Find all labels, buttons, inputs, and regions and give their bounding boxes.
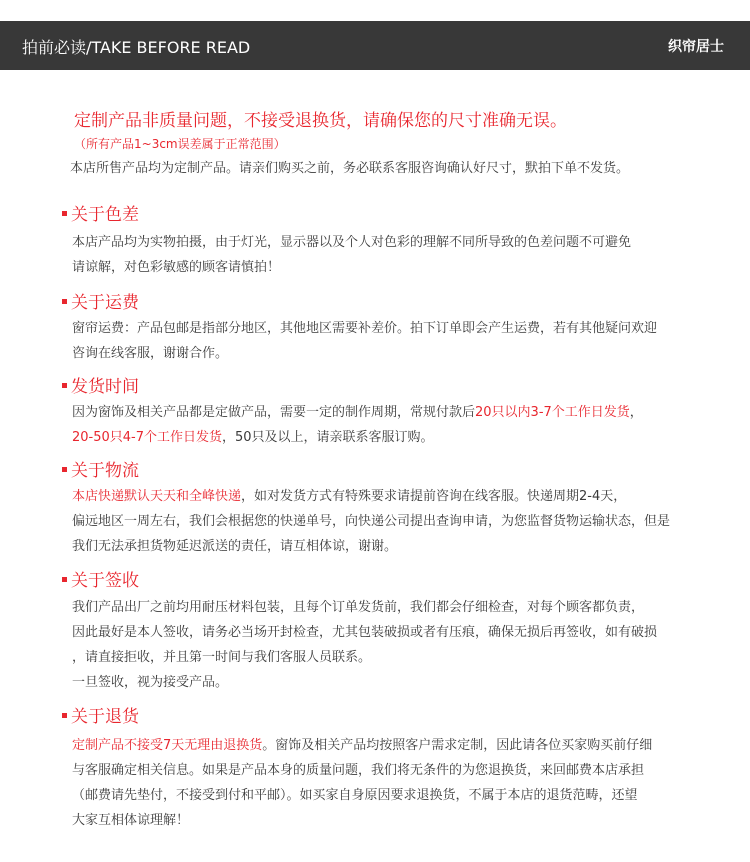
body-text: 大家互相体谅理解！ [72, 813, 190, 828]
body-text: 一旦签收，视为接受产品。 [72, 675, 229, 690]
body-text: 请谅解，对色彩敏感的顾客请慎拍！ [72, 260, 281, 275]
section-heading-text: 发货时间 [71, 377, 139, 397]
bullet-square-icon [62, 577, 67, 582]
body-text: 本店产品均为实物拍摄，由于灯光，显示器以及个人对色彩的理解不同所导致的色差问题不可避免 [72, 235, 632, 250]
body-text: 因为窗饰及相关产品都是定做产品，需要一定的制作周期，常规付款后 [72, 405, 476, 420]
bullet-square-icon [62, 467, 67, 472]
body-text: ，如对发货方式有特殊要求请提前咨询在线客服。快递周期2-4天， [241, 489, 627, 504]
body-text: 因此最好是本人签收，请务必当场开封检查，尤其包装破损或者有压痕，确保无损后再签收，如有破损 [72, 625, 658, 640]
bullet-square-icon [62, 383, 67, 388]
header-title: 拍前必读/TAKE BEFORE READ [22, 38, 251, 57]
body-text: 窗帘运费：产品包邮是指部分地区，其他地区需要补差价。拍下订单即会产生运费，若有其他疑问欢迎 [72, 321, 658, 336]
section-line [72, 488, 626, 506]
section-line [72, 429, 434, 447]
highlight-text: 20只以内3-7个工作日发货 [475, 405, 630, 420]
bullet-square-icon [62, 713, 67, 718]
section-heading-text: 关于签收 [71, 571, 139, 591]
section-line [72, 787, 638, 805]
section-line [72, 345, 228, 363]
highlight-text: 本店快递默认天天和全峰快递 [72, 489, 242, 504]
section-line [72, 538, 397, 556]
section-line [72, 513, 670, 531]
section-heading [62, 204, 139, 226]
section-line [72, 649, 371, 667]
highlight-text: 20-50只4-7个工作日发货 [72, 430, 223, 445]
section-line [72, 762, 644, 780]
body-text: ，请直接拒收，并且第一时间与我们客服人员联系。 [72, 650, 372, 665]
section-heading [62, 460, 139, 482]
page-header [0, 21, 750, 70]
body-text: ，50只及以上，请亲联系客服订购。 [222, 430, 434, 445]
section-line [72, 259, 280, 277]
notice-subtitle: （所有产品1~3cm误差属于正常范围） [74, 137, 286, 151]
brand-name: 织帘居士 [668, 39, 724, 55]
section-heading-text: 关于退货 [71, 707, 139, 727]
section-heading [62, 706, 139, 728]
section-heading [62, 570, 139, 592]
body-text: 与客服确定相关信息。如果是产品本身的质量问题，我们将无条件的为您退换货，来回邮费本店承担 [72, 763, 645, 778]
section-heading [62, 292, 139, 314]
notice-body: 本店所售产品均为定制产品。请亲们购买之前，务必联系客服咨询确认好尺寸，默拍下单不发货。 [70, 161, 630, 176]
body-text: 我们产品出厂之前均用耐压材料包装，且每个订单发货前，我们都会仔细检查，对每个顾客都负责， [72, 600, 645, 615]
section-heading-text: 关于色差 [71, 205, 139, 225]
bullet-square-icon [62, 211, 67, 216]
section-line [72, 812, 189, 830]
section-line [72, 320, 657, 338]
body-text: （邮费请先垫付，不接受到付和平邮）。如买家自身原因要求退换货，不属于本店的退货范畴，还望 [72, 788, 638, 803]
section-line [72, 234, 631, 252]
section-heading-text: 关于运费 [71, 293, 139, 313]
notice-title: 定制产品非质量问题，不接受退换货，请确保您的尺寸准确无误。 [74, 111, 567, 131]
body-text: ， [629, 405, 643, 420]
body-text: 我们无法承担货物延迟派送的责任，请互相体谅，谢谢。 [72, 539, 398, 554]
body-text: 。窗饰及相关产品均按照客户需求定制，因此请各位买家购买前仔细 [262, 738, 653, 753]
section-line [72, 737, 652, 755]
section-line [72, 404, 643, 422]
body-text: 偏远地区一周左右，我们会根据您的快递单号，向快递公司提出查询申请，为您监督货物运输状态，但是 [72, 514, 671, 529]
bullet-square-icon [62, 299, 67, 304]
section-heading-text: 关于物流 [71, 461, 139, 481]
section-heading [62, 376, 139, 398]
highlight-text: 定制产品不接受7天无理由退换货 [72, 738, 263, 753]
body-text: 咨询在线客服，谢谢合作。 [72, 346, 229, 361]
section-line [72, 599, 644, 617]
section-line [72, 624, 657, 642]
section-line [72, 674, 228, 692]
